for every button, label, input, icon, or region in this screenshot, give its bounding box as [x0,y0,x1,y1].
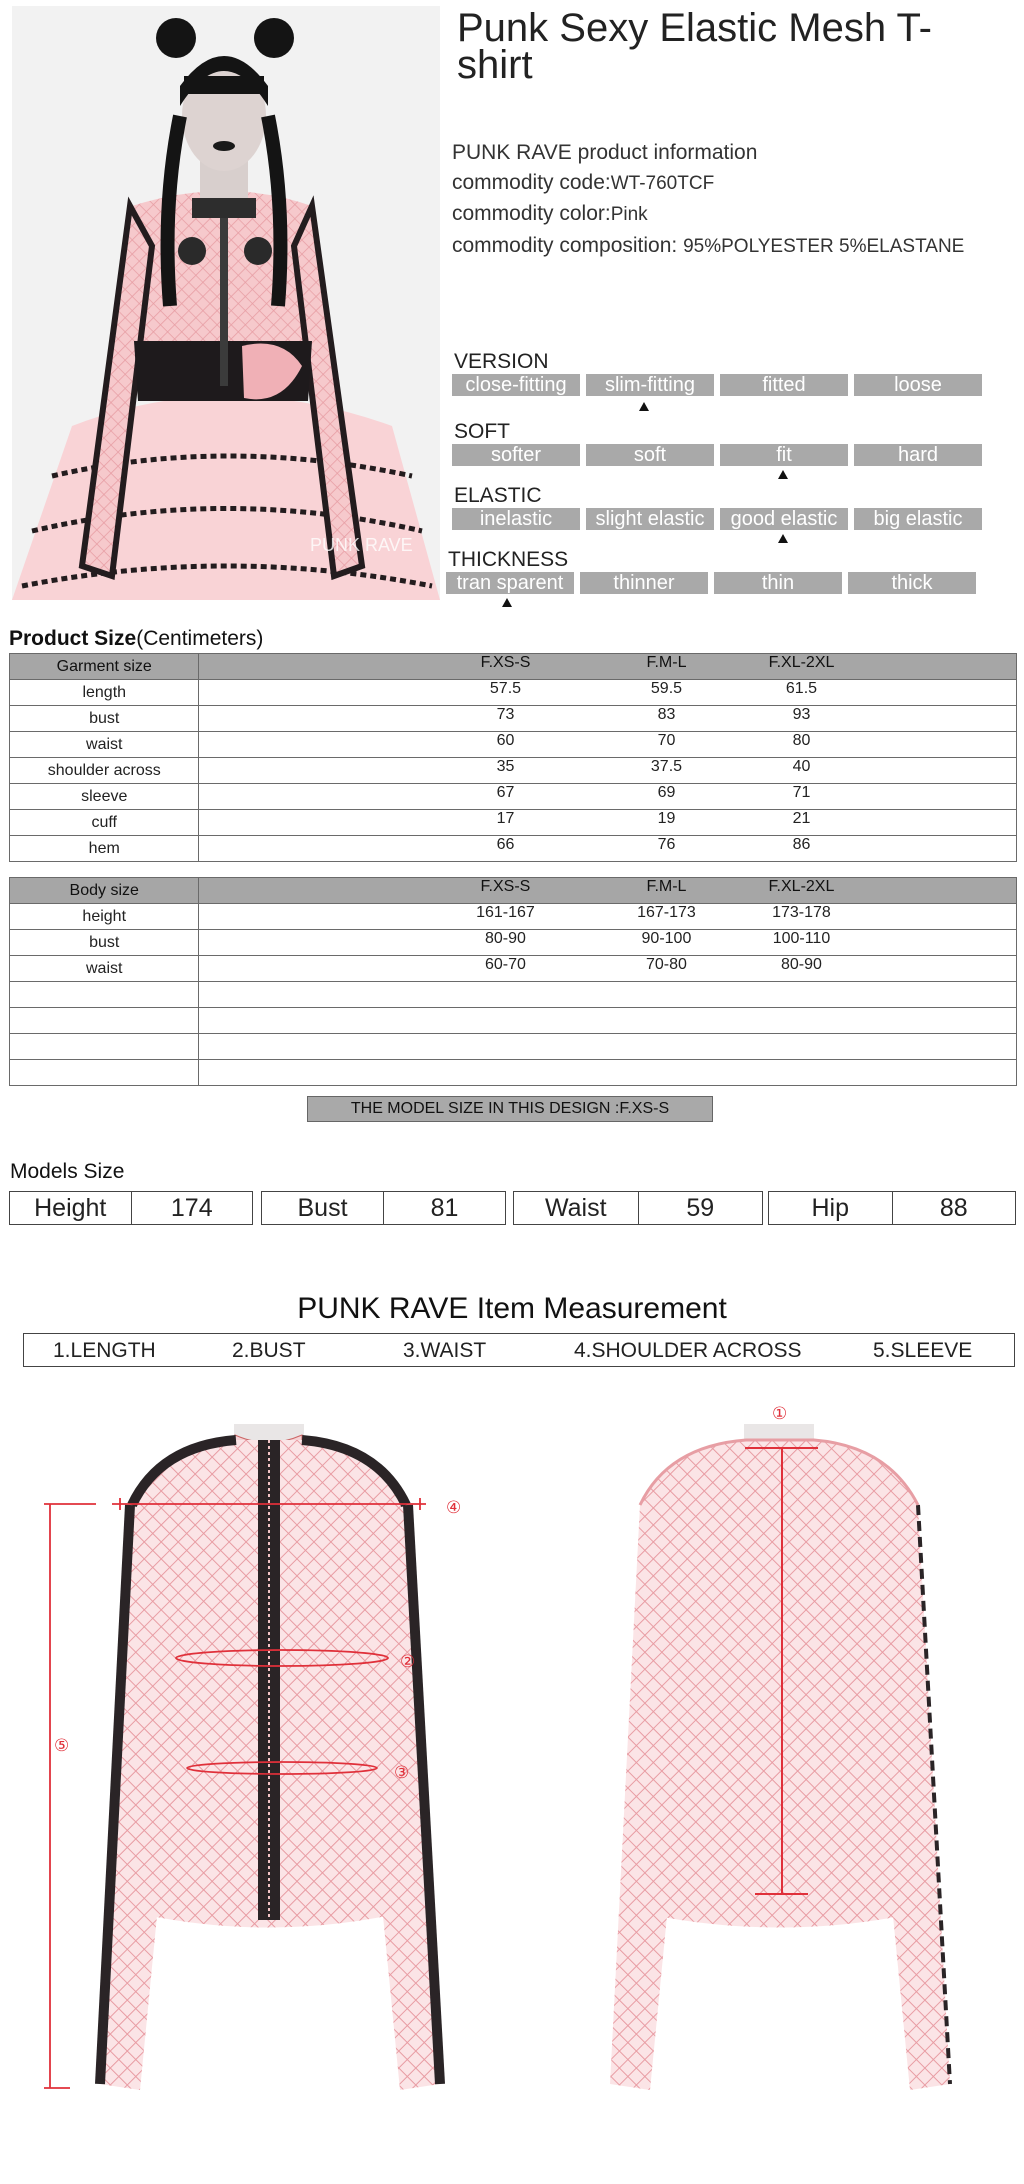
table-cell: 40 [792,758,811,775]
model-height-label: Height [34,1194,107,1222]
table-header-row [10,878,1017,904]
model-waist-box [513,1191,763,1225]
measurement-item: 2.BUST [232,1339,306,1362]
table-row [10,904,1017,930]
front-garment [100,1424,440,2090]
header-cell: F.XL-2XL [768,878,835,895]
composition-label: commodity composition: [452,234,678,257]
version-option: loose [854,374,982,396]
table-row [10,1008,1017,1034]
elastic-option: inelastic [452,508,580,530]
thickness-option: thinner [580,572,708,594]
version-marker-icon [639,402,649,411]
table-cell: 173-178 [772,904,831,921]
header-cell: F.XS-S [480,654,531,671]
elastic-scale [452,508,982,530]
table-row [10,680,1017,706]
marker-1-icon: ① [772,1404,788,1424]
marker-5-icon: ⑤ [54,1736,70,1756]
measurement-title: PUNK RAVE Item Measurement [297,1292,727,1325]
thickness-scale [446,572,976,594]
table-cell: 19 [657,810,676,827]
brand-info-line: PUNK RAVE product information [452,141,758,164]
row-label: waist [10,956,199,982]
size-columns [199,930,1017,956]
row-label: bust [10,930,199,956]
table-cell: 17 [496,810,515,827]
table-row [10,758,1017,784]
table-cell [199,1034,1017,1060]
table-cell: 59.5 [650,680,683,697]
table-row [10,956,1017,982]
table-row [10,706,1017,732]
model-height-value: 174 [131,1192,253,1224]
row-label [10,1034,199,1060]
model-bust-value: 81 [383,1192,505,1224]
back-garment [610,1424,950,2090]
size-columns [199,758,1017,784]
table-row [10,784,1017,810]
size-columns [199,836,1017,862]
table-cell: 80-90 [484,930,526,947]
row-label [10,1008,199,1034]
size-columns [199,706,1017,732]
soft-option: fit [720,444,848,466]
table-header-row [10,654,1017,680]
marker-3-icon: ③ [394,1763,410,1783]
row-label: waist [10,732,199,758]
version-option: close-fitting [452,374,580,396]
size-columns [199,878,1017,904]
version-option: fitted [720,374,848,396]
size-columns [199,680,1017,706]
product-title: Punk Sexy Elastic Mesh T-shirt [457,6,932,87]
table-cell: 83 [657,706,676,723]
table-cell: 60-70 [484,956,526,973]
code-label: commodity code: [452,171,611,194]
size-columns [199,904,1017,930]
table-cell: 80-90 [780,956,822,973]
model-bust-box [261,1191,506,1225]
model-waist-label: Waist [544,1194,607,1222]
table-cell: 37.5 [650,758,683,775]
thickness-option: thin [714,572,842,594]
measurement-item: 5.SLEEVE [873,1339,973,1362]
header-cell: F.M-L [646,878,687,895]
table-cell: 35 [496,758,515,775]
measurement-item: 4.SHOULDER ACROSS [574,1339,802,1362]
header-cell: F.XL-2XL [768,654,835,671]
table-cell [199,982,1017,1008]
models-size-title: Models Size [10,1160,125,1183]
table-cell: 76 [657,836,676,853]
table-cell: 70-80 [645,956,687,973]
photo-watermark: PUNK RAVE [310,535,413,555]
thickness-marker-icon [502,598,512,607]
table-cell [199,1060,1017,1086]
elastic-option: good elastic [720,508,848,530]
table-cell: 66 [496,836,515,853]
measurement-item: 3.WAIST [403,1339,487,1362]
table-cell: 90-100 [641,930,692,947]
version-scale [452,374,982,396]
elastic-marker-icon [778,534,788,543]
commodity-code [452,171,714,195]
product-size-unit: (Centimeters) [136,627,264,650]
table-cell: 67 [496,784,515,801]
table-cell: 69 [657,784,676,801]
table-row [10,836,1017,862]
commodity-color [452,202,648,226]
body-size-table [9,877,1017,1086]
table-cell: 70 [657,732,676,749]
header-cell: Body size [10,878,199,904]
size-columns [199,784,1017,810]
color-value: Pink [610,204,648,225]
model-hip-value: 88 [892,1192,1016,1224]
measurement-legend [23,1333,1015,1367]
model-size-note: THE MODEL SIZE IN THIS DESIGN :F.XS-S [307,1096,713,1122]
elastic-option: slight elastic [586,508,714,530]
header-cell: Garment size [10,654,199,680]
garment-size-table [9,653,1017,862]
table-row [10,1060,1017,1086]
thickness-option: tran sparent [446,572,574,594]
table-cell: 100-110 [772,930,831,947]
row-label: bust [10,706,199,732]
table-cell: 21 [792,810,811,827]
table-cell: 71 [792,784,811,801]
header-cell: F.XS-S [480,878,531,895]
row-label: cuff [10,810,199,836]
size-columns [199,732,1017,758]
row-label: height [10,904,199,930]
soft-scale [452,444,982,466]
code-value: WT-760TCF [610,173,715,194]
thickness-label: THICKNESS [448,548,569,571]
elastic-option: big elastic [854,508,982,530]
model-hip-label: Hip [811,1194,849,1222]
version-option: slim-fitting [586,374,714,396]
model-waist-value: 59 [638,1192,763,1224]
soft-option: softer [452,444,580,466]
model-photo [12,6,440,600]
table-cell [199,1008,1017,1034]
elastic-label: ELASTIC [454,484,542,507]
soft-marker-icon [778,470,788,479]
model-hip-box [768,1191,1016,1225]
soft-option: hard [854,444,982,466]
table-cell: 60 [496,732,515,749]
table-cell: 93 [792,706,811,723]
marker-2-icon: ② [400,1652,416,1672]
table-cell: 61.5 [785,680,818,697]
product-size-title [9,627,263,651]
version-label: VERSION [454,350,549,373]
product-size-heading: Product Size [9,627,137,650]
table-cell: 80 [792,732,811,749]
table-row [10,810,1017,836]
commodity-composition [452,234,964,258]
table-row [10,930,1017,956]
row-label: shoulder across [10,758,199,784]
composition-value: 95%POLYESTER 5%ELASTANE [683,236,965,257]
table-cell: 73 [496,706,515,723]
table-cell: 167-173 [637,904,696,921]
size-columns [199,810,1017,836]
color-label: commodity color: [452,202,611,225]
table-row [10,732,1017,758]
row-label [10,982,199,1008]
row-label [10,1060,199,1086]
soft-label: SOFT [454,420,510,443]
row-label: hem [10,836,199,862]
row-label: sleeve [10,784,199,810]
table-cell: 57.5 [489,680,522,697]
row-label: length [10,680,199,706]
table-row [10,1034,1017,1060]
table-cell: 161-167 [476,904,535,921]
size-columns [199,654,1017,680]
table-cell: 86 [792,836,811,853]
table-row [10,982,1017,1008]
size-columns [199,956,1017,982]
thickness-option: thick [848,572,976,594]
model-bust-label: Bust [297,1194,348,1222]
soft-option: soft [586,444,714,466]
garment-diagrams [0,1380,1024,2184]
marker-4-icon: ④ [446,1498,462,1518]
measurement-item: 1.LENGTH [53,1339,156,1362]
header-cell: F.M-L [646,654,687,671]
model-height-box [9,1191,253,1225]
